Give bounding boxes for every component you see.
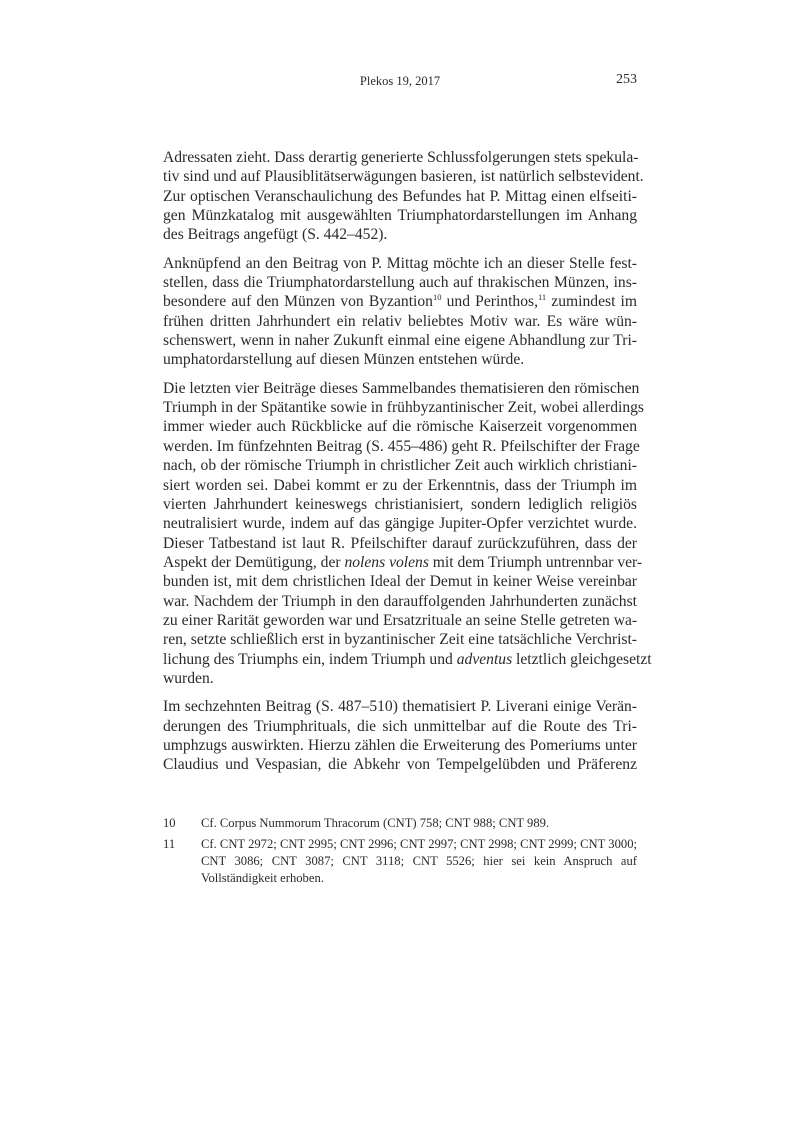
text-line: schenswert, wenn in naher Zukunft einmal eine eigene Abhandlung zur Tri- [163, 332, 637, 350]
text-line: Triumph in der Spätantike sowie in frühbyzantinischer Zeit, wobei allerdings [163, 399, 644, 417]
body-text [163, 148, 652, 784]
text-line: siert worden sei. Dabei kommt er zu der Erkenntnis, dass der Triumph im [163, 476, 637, 494]
footnote-11 [163, 836, 637, 887]
text-line [163, 292, 637, 311]
text-line [163, 553, 643, 572]
text-line: tiv sind und auf Plausiblitätserwägungen basieren, ist natürlich selbstevident. [163, 168, 644, 186]
text-line: Die letzten vier Beiträge dieses Sammelbandes thematisieren den römischen [163, 379, 640, 397]
footnote-text: Cf. Corpus Nummorum Thracorum (CNT) 758; CNT 988; CNT 989. [201, 816, 550, 830]
footnote-number: 10 [163, 816, 176, 830]
running-head: Plekos 19, 2017 [359, 74, 441, 88]
paragraph [163, 697, 637, 774]
text-line: Anknüpfend an den Beitrag von P. Mittag möchte ich an dieser Stelle fest- [163, 254, 637, 272]
text-line: des Beitrags angefügt (S. 442–452). [163, 226, 388, 244]
text-line: gen Münzkatalog mit ausgewählten Triumphatordarstellungen im Anhang [163, 207, 637, 225]
footnote-ref: 10 [432, 292, 442, 303]
text-line: vierten Jahrhundert keineswegs christianisiert, sondern lediglich religiös [163, 495, 637, 513]
text-line: wurden. [163, 669, 214, 687]
text-line: umphzugs auswirkten. Hierzu zählen die Erweiterung des Pomeriums unter [163, 736, 637, 754]
italic-text: nolens volens [344, 553, 429, 571]
text-line: werden. Im fünfzehnten Beitrag (S. 455–486) geht R. Pfeilschifter der Frage [163, 437, 640, 455]
paragraph [163, 254, 637, 370]
text-segment: und Perinthos, [441, 293, 538, 311]
footnotes [163, 815, 637, 891]
text-segment: zumindest im [546, 293, 638, 311]
text-line: neutralisiert wurde, indem auf das gängige Jupiter-Opfer verzichtet wurde. [163, 515, 637, 533]
text-line: umphatordarstellung auf diesen Münzen entstehen würde. [163, 351, 525, 369]
text-segment: lichung des Triumphs ein, indem Triumph und [163, 650, 457, 668]
text-segment: letztlich gleichgesetzt [512, 650, 652, 668]
text-line: ren, setzte schließlich erst in byzantinischer Zeit eine tatsächliche Verchrist- [163, 631, 637, 649]
footnote-number: 11 [163, 837, 176, 851]
text-line: zu einer Rarität geworden war und Ersatzrituale an seine Stelle getreten wa- [163, 611, 638, 629]
text-segment: Aspekt der Demütigung, der [163, 553, 345, 571]
text-line: frühen dritten Jahrhundert ein relativ beliebtes Motiv war. Es wäre wün- [163, 312, 637, 330]
page-number: 253 [616, 72, 637, 87]
footnote-ref: 11 [537, 292, 547, 303]
paragraph [163, 379, 652, 689]
text-line: bunden ist, mit dem christlichen Ideal der Demut in keiner Weise vereinbar [163, 573, 637, 591]
text-line: derungen des Triumphrituals, die sich unmittelbar auf die Route des Tri- [163, 717, 637, 735]
text-line: immer wieder auch Rückblicke auf die römische Kaiserzeit vorgenommen [163, 418, 637, 436]
text-line: Dieser Tatbestand ist laut R. Pfeilschifter darauf zurückzuführen, dass der [163, 534, 637, 552]
text-line [163, 650, 652, 669]
italic-text: adventus [456, 650, 513, 668]
text-line: war. Nachdem der Triumph in den darauffolgenden Jahrhunderten zunächst [163, 592, 637, 610]
footnote-text: Cf. CNT 2972; CNT 2995; CNT 2996; CNT 2997; CNT 2998; CNT 2999; CNT 3000; CNT 3086; CNT 3087; CNT 3118; CNT 5526; hier sei kein Anspruch auf Vollständigkeit erhoben. [201, 837, 637, 885]
text-line: nach, ob der römische Triumph in christlicher Zeit auch wirklich christiani- [163, 457, 637, 475]
text-segment: besondere auf den Münzen von Byzantion [163, 293, 433, 311]
text-line: Adressaten zieht. Dass derartig generierte Schlussfolgerungen stets spekula- [163, 149, 639, 166]
text-line: Claudius und Vespasian, die Abkehr von Tempelgelübden und Präferenz [163, 756, 637, 774]
footnote-10 [163, 815, 637, 832]
text-segment: mit dem Triumph untrennbar ver- [428, 553, 643, 571]
text-line: Zur optischen Veranschaulichung des Befundes hat P. Mittag einen elfseiti- [163, 187, 637, 205]
text-line: stellen, dass die Triumphatordarstellung auch auf thrakischen Münzen, ins- [163, 274, 637, 292]
text-line: Im sechzehnten Beitrag (S. 487–510) thematisiert P. Liverani einige Verän- [163, 698, 637, 716]
paragraph [163, 148, 644, 245]
